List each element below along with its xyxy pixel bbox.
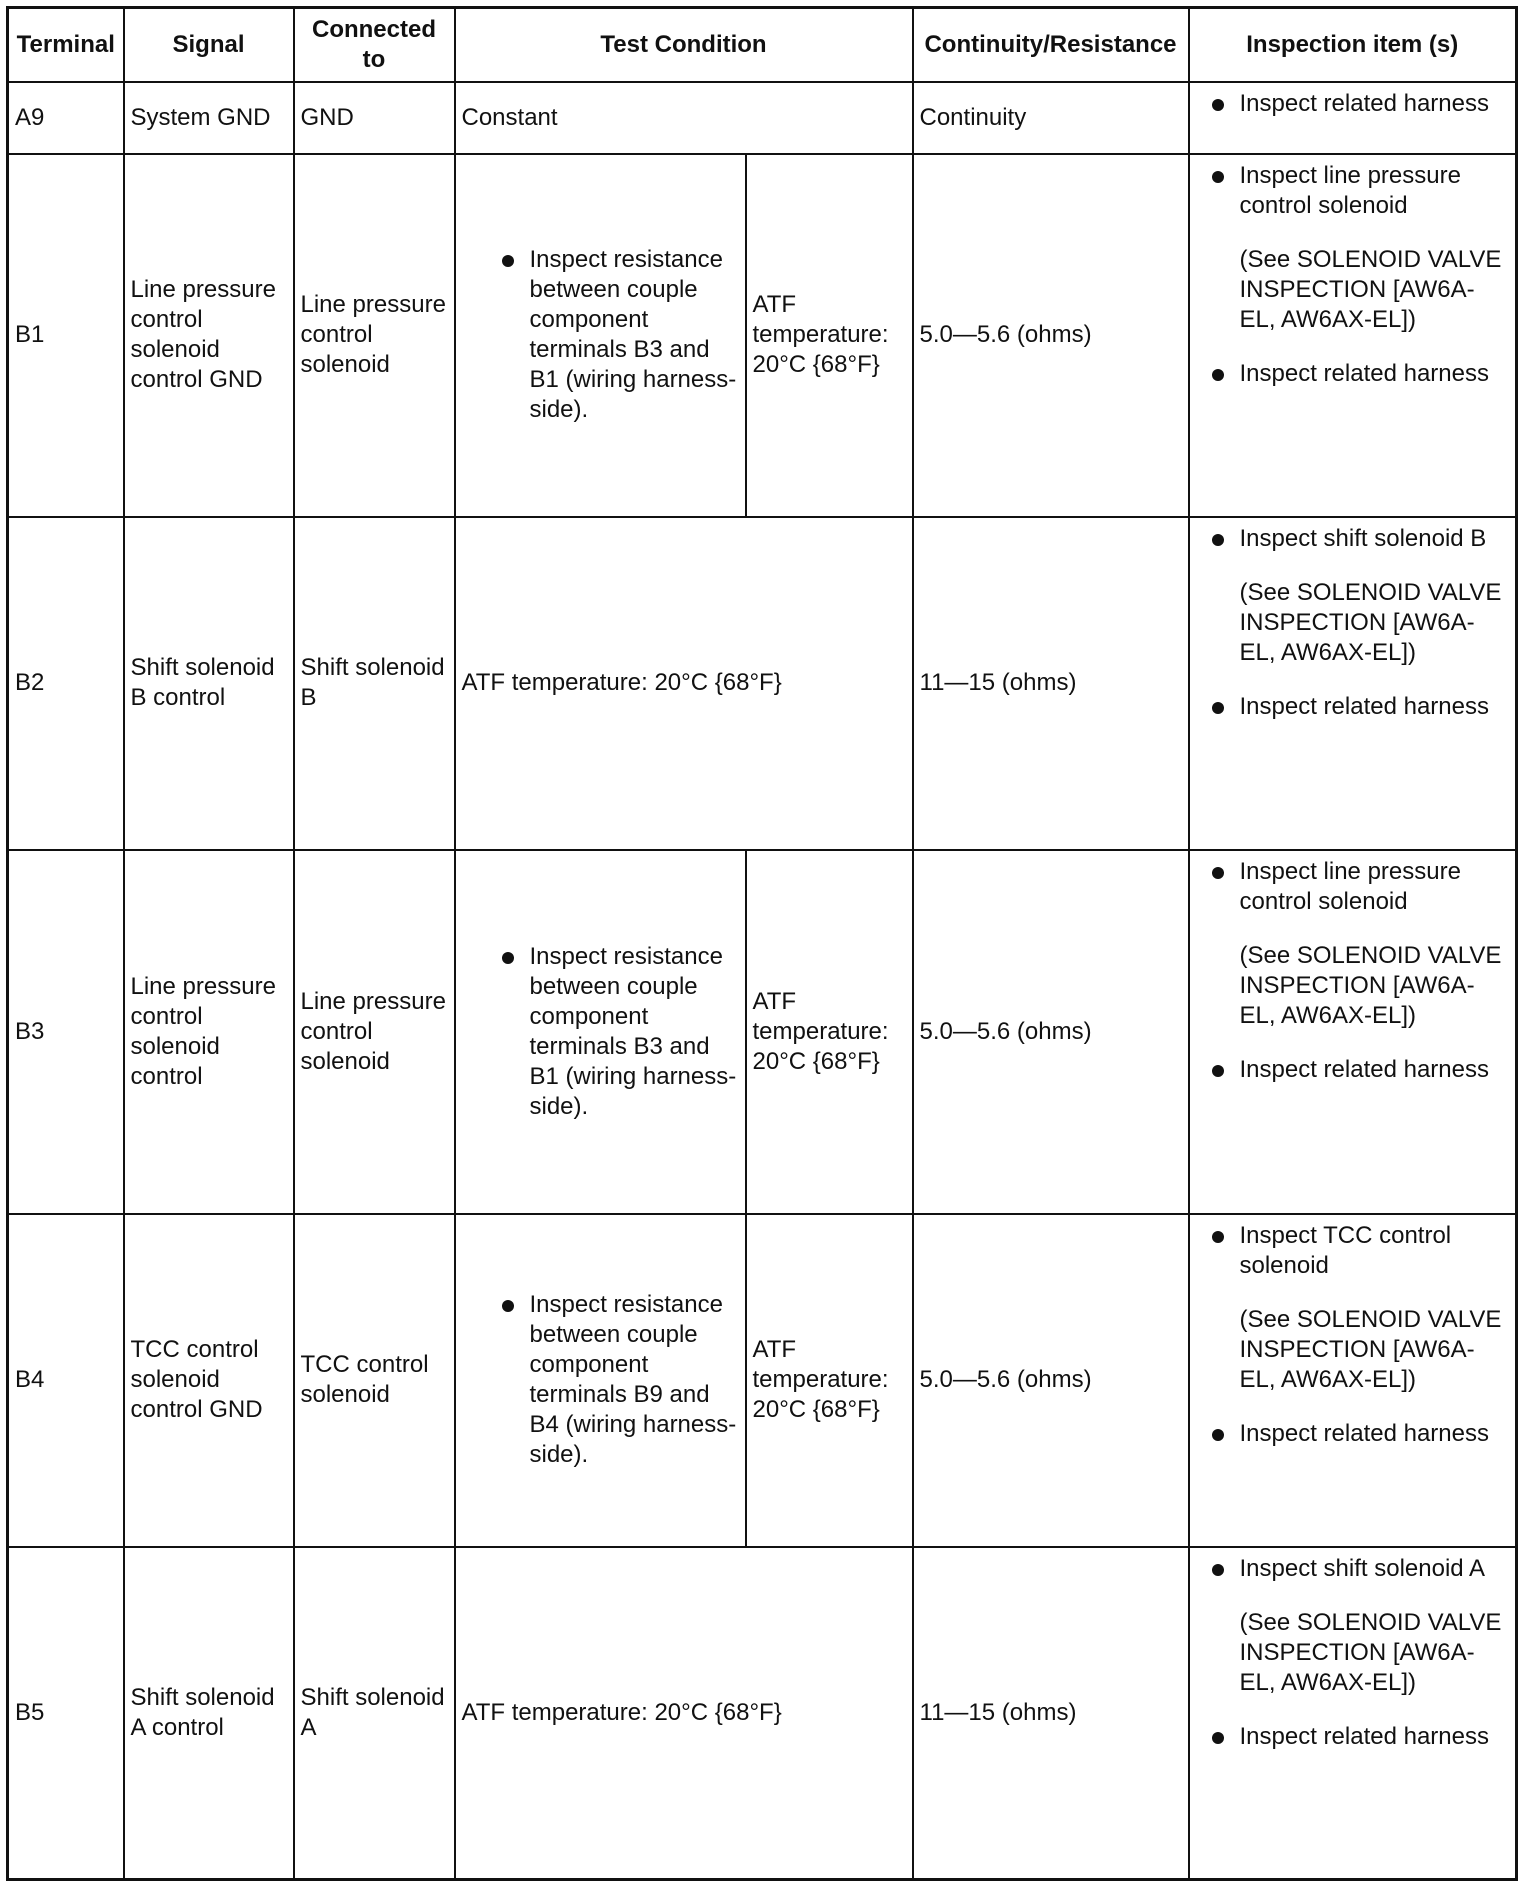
terminal-cell: B5: [8, 1547, 124, 1880]
inspection-items-cell: [1189, 517, 1517, 850]
continuity-cell: Continuity: [913, 82, 1189, 154]
inspection-items-cell: [1189, 82, 1517, 154]
inspection-item: Inspect shift solenoid A: [1206, 1554, 1510, 1584]
table-row: [8, 154, 1517, 517]
header-inspection-items: Inspection item (s): [1189, 8, 1517, 82]
signal-cell: Line pressure control solenoid control: [124, 850, 294, 1214]
continuity-cell: 11—15 (ohms): [913, 1547, 1189, 1880]
atf-temperature-cell: ATF temperature: 20°C {68°F}: [746, 1214, 913, 1547]
test-condition-cell: ATF temperature: 20°C {68°F}: [455, 517, 913, 850]
inspection-item: Inspect shift solenoid B: [1206, 524, 1510, 554]
inspection-items-cell: [1189, 1214, 1517, 1547]
continuity-cell: 5.0—5.6 (ohms): [913, 850, 1189, 1214]
terminal-voltage-table: [6, 6, 1518, 1881]
signal-cell: Shift solenoid B control: [124, 517, 294, 850]
terminal-cell: B4: [8, 1214, 124, 1547]
see-reference: (See SOLENOID VALVE INSPECTION [AW6A-EL, AW6AX-EL]): [1239, 1608, 1502, 1696]
test-condition-bullet: Inspect resistance between couple component terminals B3 and B1 (wiring harness-side).: [496, 942, 739, 1122]
continuity-cell: 11—15 (ohms): [913, 517, 1189, 850]
table-row: [8, 82, 1517, 154]
header-test-condition: Test Condition: [455, 8, 913, 82]
see-reference: (See SOLENOID VALVE INSPECTION [AW6A-EL, AW6AX-EL]): [1239, 245, 1502, 333]
inspection-item: Inspect related harness: [1206, 692, 1510, 722]
connected-to-cell: Line pressure control solenoid: [294, 850, 455, 1214]
continuity-cell: 5.0—5.6 (ohms): [913, 154, 1189, 517]
inspection-item: Inspect related harness: [1206, 89, 1510, 119]
header-terminal: Terminal: [8, 8, 124, 82]
connected-to-cell: GND: [294, 82, 455, 154]
signal-cell: Line pressure control solenoid control GND: [124, 154, 294, 517]
inspection-item: Inspect TCC control solenoid: [1206, 1221, 1510, 1281]
header-connected-to: Connected to: [294, 8, 455, 82]
signal-cell: System GND: [124, 82, 294, 154]
table-row: [8, 1547, 1517, 1880]
connected-to-cell: Line pressure control solenoid: [294, 154, 455, 517]
signal-cell: Shift solenoid A control: [124, 1547, 294, 1880]
test-condition-cell: [455, 1214, 746, 1547]
inspection-items-cell: [1189, 1547, 1517, 1880]
see-reference: (See SOLENOID VALVE INSPECTION [AW6A-EL, AW6AX-EL]): [1239, 578, 1502, 666]
terminal-inspection-page: [6, 6, 1518, 1881]
connected-to-cell: Shift solenoid A: [294, 1547, 455, 1880]
see-reference: (See SOLENOID VALVE INSPECTION [AW6A-EL, AW6AX-EL]): [1239, 1305, 1502, 1393]
signal-cell: TCC control solenoid control GND: [124, 1214, 294, 1547]
header-row: [8, 8, 1517, 82]
inspection-item: Inspect related harness: [1206, 1419, 1510, 1449]
inspection-item: Inspect related harness: [1206, 1055, 1510, 1085]
test-condition-bullet: Inspect resistance between couple component terminals B9 and B4 (wiring harness-side).: [496, 1290, 739, 1470]
inspection-items-cell: [1189, 850, 1517, 1214]
test-condition-cell: [455, 154, 746, 517]
inspection-item: Inspect line pressure control solenoid: [1206, 857, 1510, 917]
inspection-item: Inspect line pressure control solenoid: [1206, 161, 1510, 221]
connected-to-cell: TCC control solenoid: [294, 1214, 455, 1547]
table-row: [8, 517, 1517, 850]
inspection-items-cell: [1189, 154, 1517, 517]
test-condition-cell: [455, 850, 746, 1214]
test-condition-cell: Constant: [455, 82, 913, 154]
terminal-cell: A9: [8, 82, 124, 154]
header-signal: Signal: [124, 8, 294, 82]
test-condition-bullet: Inspect resistance between couple component terminals B3 and B1 (wiring harness-side).: [496, 245, 739, 425]
terminal-cell: B2: [8, 517, 124, 850]
terminal-cell: B1: [8, 154, 124, 517]
inspection-item: Inspect related harness: [1206, 359, 1510, 389]
header-continuity-resistance: Continuity/Resistance: [913, 8, 1189, 82]
connected-to-cell: Shift solenoid B: [294, 517, 455, 850]
atf-temperature-cell: ATF temperature: 20°C {68°F}: [746, 850, 913, 1214]
table-row: [8, 1214, 1517, 1547]
inspection-item: Inspect related harness: [1206, 1722, 1510, 1752]
see-reference: (See SOLENOID VALVE INSPECTION [AW6A-EL, AW6AX-EL]): [1239, 941, 1502, 1029]
terminal-cell: B3: [8, 850, 124, 1214]
test-condition-cell: ATF temperature: 20°C {68°F}: [455, 1547, 913, 1880]
continuity-cell: 5.0—5.6 (ohms): [913, 1214, 1189, 1547]
table-row: [8, 850, 1517, 1214]
atf-temperature-cell: ATF temperature: 20°C {68°F}: [746, 154, 913, 517]
